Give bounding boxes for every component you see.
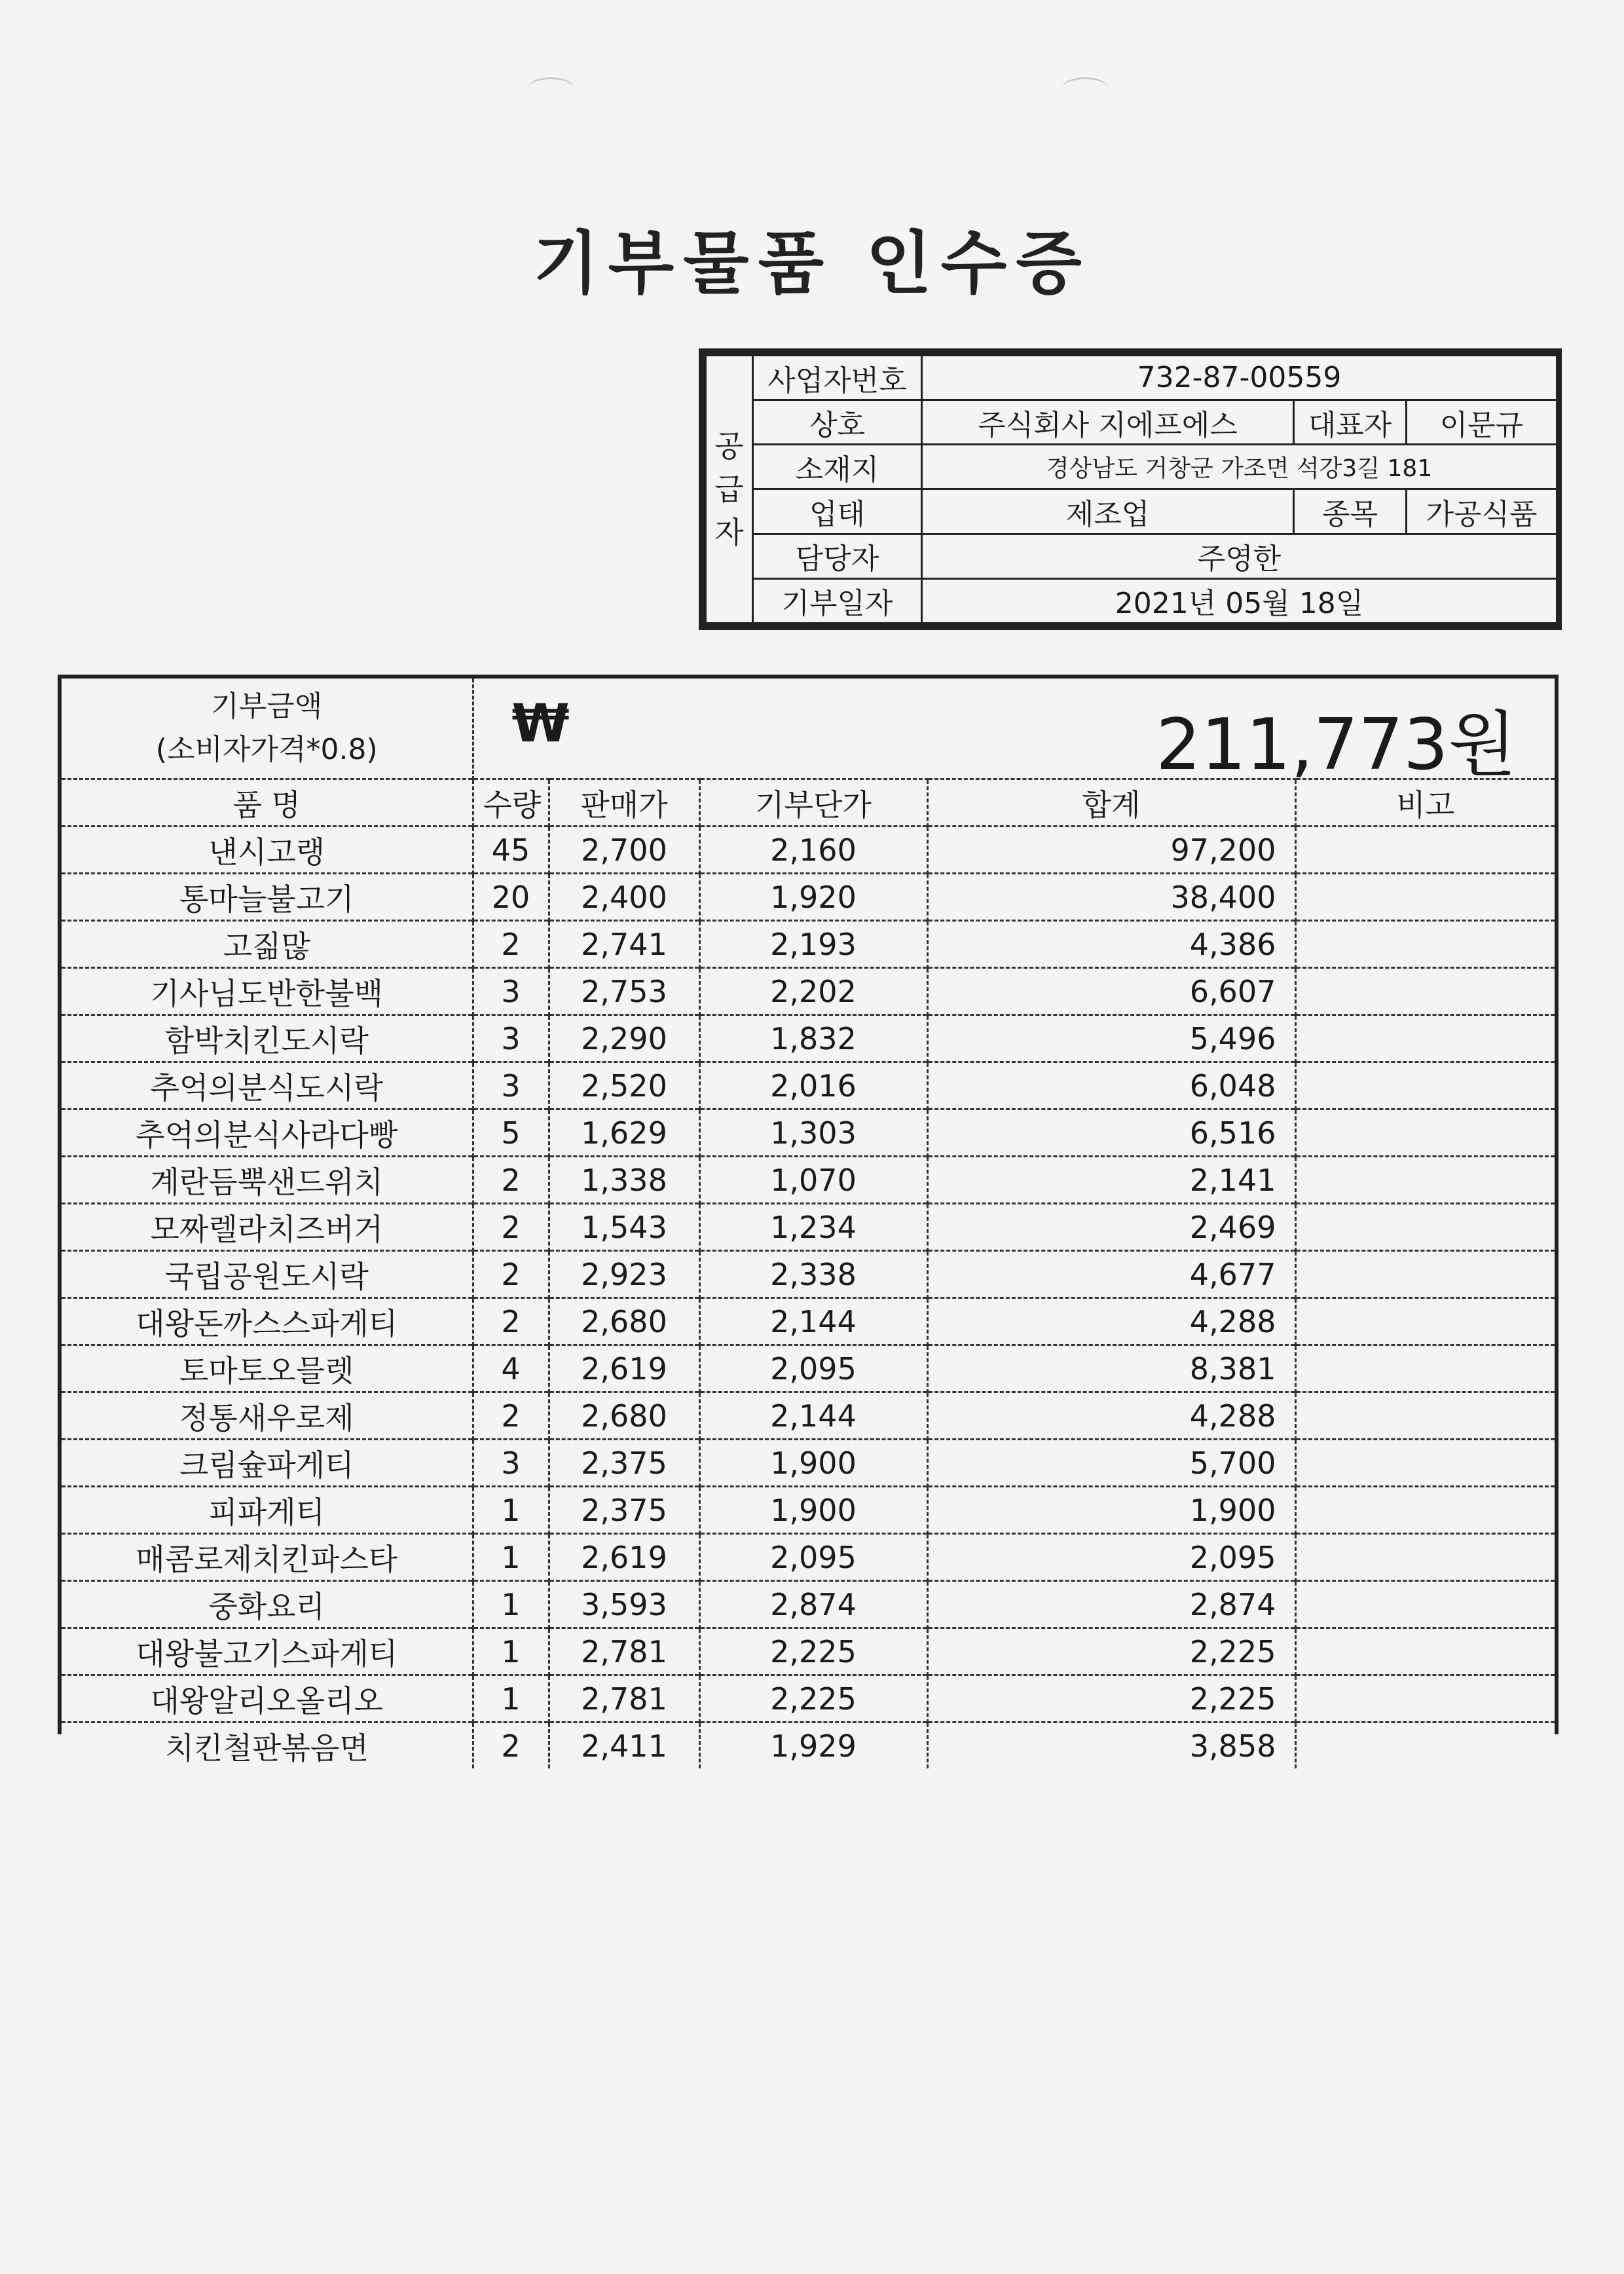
item-price: 2,680 <box>549 1392 699 1440</box>
table-row <box>62 968 1555 1015</box>
punch-hole-mark <box>1062 77 1108 99</box>
item-price: 2,400 <box>549 874 699 921</box>
item-note <box>1295 874 1555 921</box>
item-qty: 2 <box>473 1157 549 1204</box>
item-unit-price: 2,144 <box>699 1392 927 1440</box>
item-qty: 3 <box>473 1015 549 1062</box>
item-total: 8,381 <box>927 1345 1295 1392</box>
item-price: 3,593 <box>549 1581 699 1628</box>
table-row <box>62 1015 1555 1062</box>
item-total: 38,400 <box>927 874 1295 921</box>
item-note <box>1295 1251 1555 1298</box>
item-name: 모짜렐라치즈버거 <box>62 1204 473 1251</box>
header-qty: 수량 <box>473 779 549 827</box>
item-qty: 2 <box>473 1251 549 1298</box>
item-total: 6,516 <box>927 1109 1295 1157</box>
item-unit-price: 1,900 <box>699 1440 927 1487</box>
table-row <box>62 921 1555 968</box>
item-price: 2,781 <box>549 1675 699 1723</box>
item-note <box>1295 1204 1555 1251</box>
item-price: 1,629 <box>549 1109 699 1157</box>
item-qty: 1 <box>473 1675 549 1723</box>
item-unit-price: 1,929 <box>699 1723 927 1769</box>
item-name: 매콤로제치킨파스타 <box>62 1534 473 1581</box>
item-name: 고짊많 <box>62 921 473 968</box>
item-note <box>1295 1723 1555 1769</box>
item-note <box>1295 827 1555 874</box>
header-unit: 기부단가 <box>699 779 927 827</box>
item-qty: 2 <box>473 1298 549 1345</box>
item-unit-price: 1,900 <box>699 1487 927 1534</box>
header-note: 비고 <box>1295 779 1555 827</box>
address-label: 소재지 <box>753 445 922 489</box>
item-price: 2,680 <box>549 1298 699 1345</box>
table-row <box>62 1298 1555 1345</box>
item-qty: 20 <box>473 874 549 921</box>
table-row <box>62 1204 1555 1251</box>
items-header-row <box>62 779 1555 827</box>
item-price: 2,619 <box>549 1345 699 1392</box>
item-note <box>1295 1487 1555 1534</box>
representative-label: 대표자 <box>1294 400 1407 445</box>
item-unit-price: 2,160 <box>699 827 927 874</box>
business-type-label: 업태 <box>753 489 922 534</box>
address-value: 경상남도 거창군 가조면 석강3길 181 <box>922 445 1557 489</box>
item-qty: 2 <box>473 1204 549 1251</box>
item-price: 2,520 <box>549 1062 699 1109</box>
item-total: 4,386 <box>927 921 1295 968</box>
item-unit-price: 2,225 <box>699 1628 927 1675</box>
donation-amount-row <box>62 679 1555 779</box>
item-total: 2,469 <box>927 1204 1295 1251</box>
company-label: 상호 <box>753 400 922 445</box>
item-price: 2,781 <box>549 1628 699 1675</box>
table-row <box>62 1157 1555 1204</box>
item-qty: 1 <box>473 1581 549 1628</box>
item-total: 1,900 <box>927 1487 1295 1534</box>
item-unit-price: 1,234 <box>699 1204 927 1251</box>
item-note <box>1295 1581 1555 1628</box>
header-price: 판매가 <box>549 779 699 827</box>
table-row <box>62 1392 1555 1440</box>
business-number-value: 732-87-00559 <box>922 356 1557 400</box>
item-total: 2,874 <box>927 1581 1295 1628</box>
table-row <box>62 1581 1555 1628</box>
table-row <box>62 1628 1555 1675</box>
item-type-label: 종목 <box>1294 489 1407 534</box>
item-note <box>1295 1345 1555 1392</box>
item-price: 2,290 <box>549 1015 699 1062</box>
item-name: 계란듬뿍샌드위치 <box>62 1157 473 1204</box>
table-row <box>62 1723 1555 1769</box>
item-name: 대왕돈까스스파게티 <box>62 1298 473 1345</box>
item-unit-price: 2,225 <box>699 1675 927 1723</box>
item-unit-price: 1,070 <box>699 1157 927 1204</box>
item-total: 2,225 <box>927 1628 1295 1675</box>
item-note <box>1295 1628 1555 1675</box>
item-price: 1,338 <box>549 1157 699 1204</box>
item-unit-price: 2,016 <box>699 1062 927 1109</box>
table-row <box>62 1345 1555 1392</box>
item-unit-price: 2,193 <box>699 921 927 968</box>
item-total: 6,048 <box>927 1062 1295 1109</box>
item-note <box>1295 921 1555 968</box>
table-row <box>62 827 1555 874</box>
item-note <box>1295 1062 1555 1109</box>
item-name: 대왕불고기스파게티 <box>62 1628 473 1675</box>
item-qty: 4 <box>473 1345 549 1392</box>
item-total: 2,095 <box>927 1534 1295 1581</box>
business-type-value: 제조업 <box>922 489 1294 534</box>
item-unit-price: 1,920 <box>699 874 927 921</box>
item-name: 기사님도반한불백 <box>62 968 473 1015</box>
item-qty: 1 <box>473 1628 549 1675</box>
supplier-box <box>699 348 1562 630</box>
item-qty: 3 <box>473 968 549 1015</box>
item-name: 정통새우로제 <box>62 1392 473 1440</box>
table-row <box>62 1251 1555 1298</box>
item-qty: 3 <box>473 1062 549 1109</box>
item-unit-price: 2,095 <box>699 1534 927 1581</box>
items-table <box>62 679 1555 1768</box>
table-row <box>62 1675 1555 1723</box>
item-qty: 2 <box>473 1392 549 1440</box>
item-name: 대왕알리오올리오 <box>62 1675 473 1723</box>
item-qty: 2 <box>473 921 549 968</box>
item-note <box>1295 1015 1555 1062</box>
table-row <box>62 1487 1555 1534</box>
item-name: 피파게티 <box>62 1487 473 1534</box>
donation-amount-label: 기부금액 (소비자가격*0.8) <box>62 679 473 779</box>
item-price: 2,753 <box>549 968 699 1015</box>
header-name: 품 명 <box>62 779 473 827</box>
item-unit-price: 1,832 <box>699 1015 927 1062</box>
item-price: 2,700 <box>549 827 699 874</box>
page-title: 기부물품 인수증 <box>533 223 1091 303</box>
item-type-value: 가공식품 <box>1407 489 1557 534</box>
item-note <box>1295 1440 1555 1487</box>
donation-items-box <box>58 675 1559 1766</box>
item-price: 1,543 <box>549 1204 699 1251</box>
item-unit-price: 2,144 <box>699 1298 927 1345</box>
item-note <box>1295 1392 1555 1440</box>
representative-value: 이문규 <box>1407 400 1557 445</box>
donation-date-label: 기부일자 <box>753 578 922 623</box>
item-total: 4,288 <box>927 1392 1295 1440</box>
donation-date-value: 2021년 05월 18일 <box>922 578 1557 623</box>
item-total: 97,200 <box>927 827 1295 874</box>
item-price: 2,375 <box>549 1487 699 1534</box>
item-qty: 45 <box>473 827 549 874</box>
item-price: 2,375 <box>549 1440 699 1487</box>
item-unit-price: 2,095 <box>699 1345 927 1392</box>
item-qty: 5 <box>473 1109 549 1157</box>
item-total: 2,225 <box>927 1675 1295 1723</box>
company-value: 주식회사 지에프에스 <box>922 400 1294 445</box>
item-name: 중화요리 <box>62 1581 473 1628</box>
item-note <box>1295 1157 1555 1204</box>
item-price: 2,411 <box>549 1723 699 1769</box>
item-note <box>1295 1675 1555 1723</box>
item-total: 5,700 <box>927 1440 1295 1487</box>
item-price: 2,923 <box>549 1251 699 1298</box>
item-unit-price: 1,303 <box>699 1109 927 1157</box>
item-qty: 1 <box>473 1487 549 1534</box>
table-row <box>62 874 1555 921</box>
punch-hole-mark <box>528 77 574 99</box>
item-unit-price: 2,202 <box>699 968 927 1015</box>
item-name: 추억의분식사라다빵 <box>62 1109 473 1157</box>
table-row <box>62 1109 1555 1157</box>
item-name: 크림슢파게티 <box>62 1440 473 1487</box>
item-note <box>1295 1534 1555 1581</box>
item-qty: 2 <box>473 1723 549 1769</box>
item-name: 냰시고랭 <box>62 827 473 874</box>
item-note <box>1295 1109 1555 1157</box>
item-total: 3,858 <box>927 1723 1295 1769</box>
item-total: 6,607 <box>927 968 1295 1015</box>
item-qty: 1 <box>473 1534 549 1581</box>
table-row <box>62 1440 1555 1487</box>
donation-amount-cell <box>473 679 1555 779</box>
item-name: 토마토오믈렛 <box>62 1345 473 1392</box>
donation-amount-value: 211,773원 <box>1156 704 1517 779</box>
business-number-label: 사업자번호 <box>753 356 922 400</box>
won-symbol: ₩ <box>511 693 570 754</box>
item-name: 치킨철판볶음면 <box>62 1723 473 1769</box>
item-unit-price: 2,874 <box>699 1581 927 1628</box>
table-row <box>62 1534 1555 1581</box>
item-qty: 3 <box>473 1440 549 1487</box>
manager-label: 담당자 <box>753 534 922 578</box>
item-name: 함박치킨도시락 <box>62 1015 473 1062</box>
table-row <box>62 1062 1555 1109</box>
item-name: 국립공원도시락 <box>62 1251 473 1298</box>
item-note <box>1295 1298 1555 1345</box>
item-total: 4,677 <box>927 1251 1295 1298</box>
header-total: 합계 <box>927 779 1295 827</box>
item-total: 2,141 <box>927 1157 1295 1204</box>
item-price: 2,741 <box>549 921 699 968</box>
item-name: 추억의분식도시락 <box>62 1062 473 1109</box>
item-unit-price: 2,338 <box>699 1251 927 1298</box>
item-total: 4,288 <box>927 1298 1295 1345</box>
item-note <box>1295 968 1555 1015</box>
item-name: 통마늘불고기 <box>62 874 473 921</box>
supplier-side-label: 공 급 자 <box>706 356 753 624</box>
manager-value: 주영한 <box>922 534 1557 578</box>
item-total: 5,496 <box>927 1015 1295 1062</box>
supplier-table <box>705 354 1558 624</box>
item-price: 2,619 <box>549 1534 699 1581</box>
